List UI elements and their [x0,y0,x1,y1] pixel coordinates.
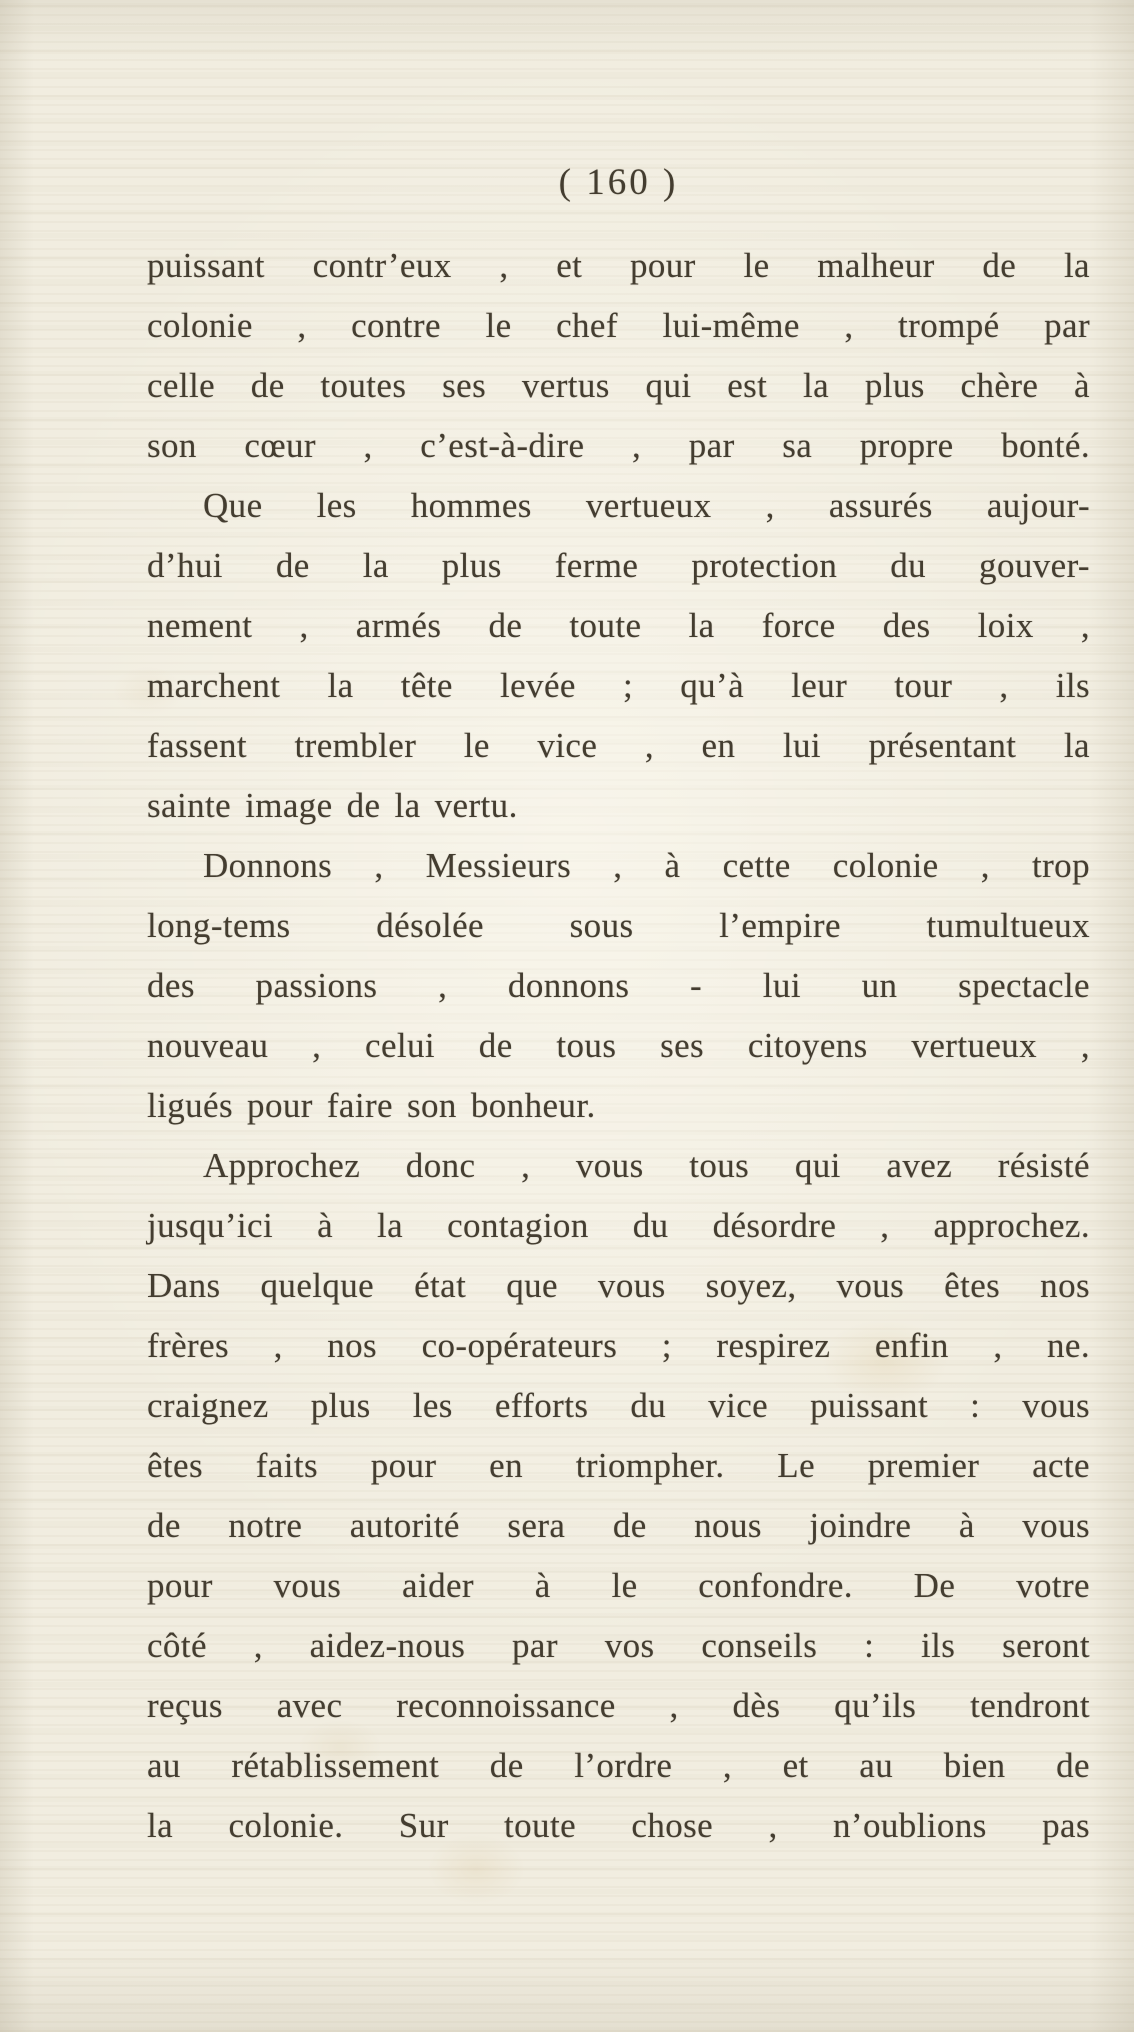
text-block [147,156,1090,1856]
text-line: reçus avec reconnoissance , dès qu’ils tendront [147,1686,1090,1725]
text-line: d’hui de la plus ferme protection du gouver- [147,546,1090,585]
page-number: ( 160 ) [558,162,679,203]
text-line: fassent trembler le vice , en lui présentant la [147,726,1090,765]
text-line: son cœur , c’est-à-dire , par sa propre bonté. [147,426,1090,465]
text-line: pour vous aider à le confondre. De votre [147,1566,1090,1605]
text-line: Que les hommes vertueux , assurés aujour- [203,486,1090,525]
body-lines [147,236,1090,1856]
text-line: au rétablissement de l’ordre , et au bien de [147,1746,1090,1785]
text-line: êtes faits pour en triompher. Le premier acte [147,1446,1090,1485]
text-line: colonie , contre le chef lui-même , trompé par [147,306,1090,345]
text-line: Approchez donc , vous tous qui avez résisté [203,1146,1090,1185]
text-line: des passions , donnons - lui un spectacle [147,966,1090,1005]
text-line: marchent la tête levée ; qu’à leur tour , ils [147,666,1090,705]
text-line: Donnons , Messieurs , à cette colonie , trop [203,846,1090,885]
text-line: long-tems désolée sous l’empire tumultueux [147,906,1090,945]
text-line: craignez plus les efforts du vice puissant : vous [147,1386,1090,1425]
text-line: jusqu’ici à la contagion du désordre , approchez. [147,1206,1090,1245]
text-line: de notre autorité sera de nous joindre à vous [147,1506,1090,1545]
text-line: puissant contr’eux , et pour le malheur de la [147,246,1090,285]
text-line: nement , armés de toute la force des loix , [147,606,1090,645]
text-line: sainte image de la vertu. [147,786,518,825]
text-line: frères , nos co-opérateurs ; respirez enfin , ne. [147,1326,1090,1365]
text-line: celle de toutes ses vertus qui est la plus chère à [147,366,1090,405]
text-line: la colonie. Sur toute chose , n’oublions pas [147,1806,1090,1845]
text-line: ligués pour faire son bonheur. [147,1086,596,1125]
text-line: Dans quelque état que vous soyez, vous êtes nos [147,1266,1090,1305]
text-line: côté , aidez-nous par vos conseils : ils seront [147,1626,1090,1665]
text-line: nouveau , celui de tous ses citoyens vertueux , [147,1026,1090,1065]
